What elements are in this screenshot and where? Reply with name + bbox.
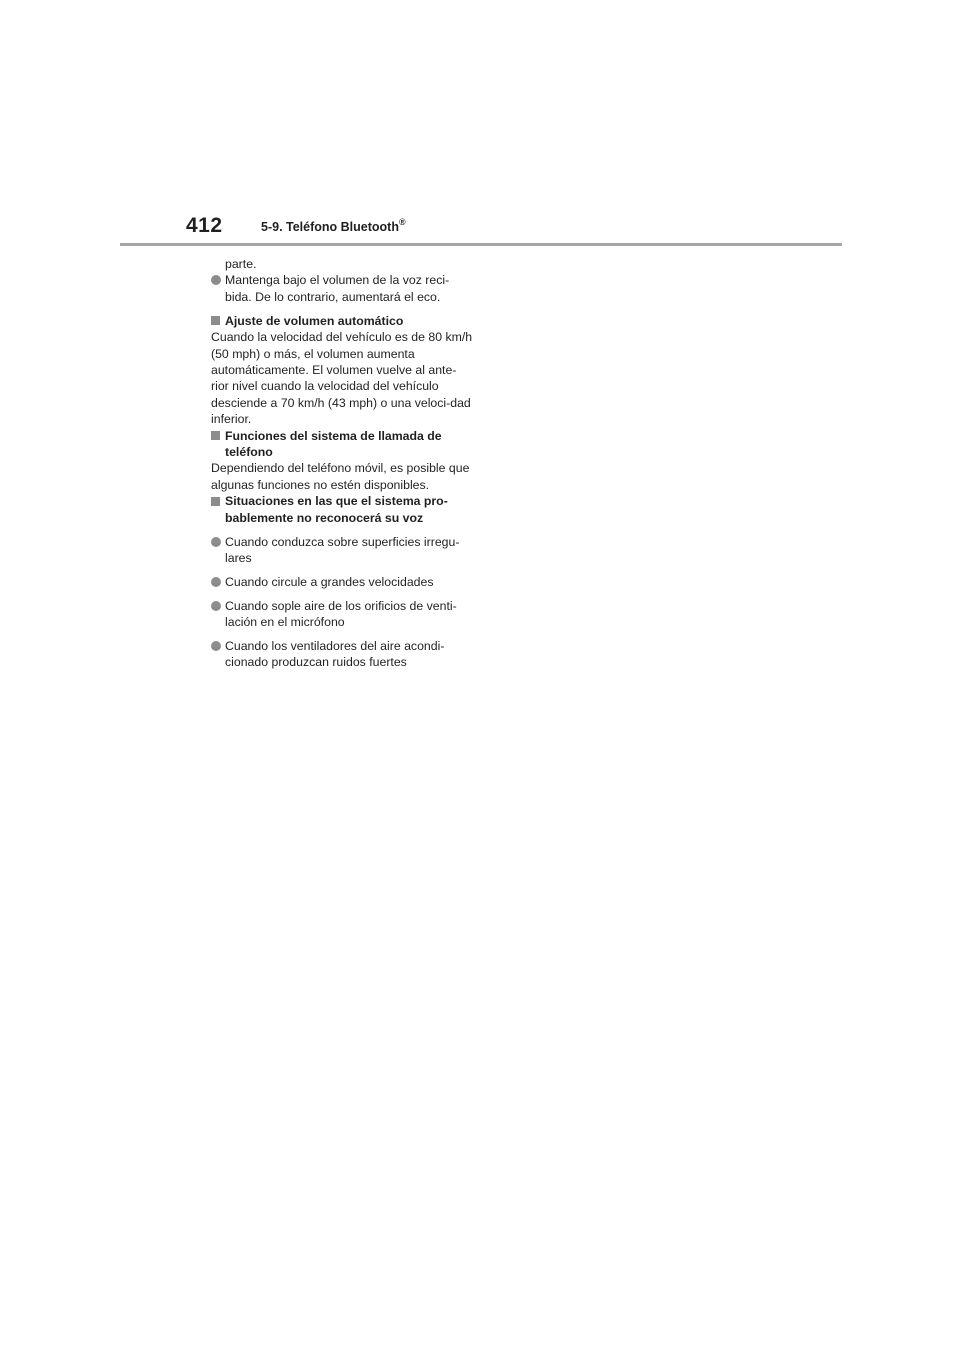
bullet-item [211,534,473,567]
bullet-item [211,272,473,305]
section-heading [211,313,473,329]
square-bullet-icon [211,316,220,325]
bullet-circle-icon [211,601,221,611]
section-heading [211,493,473,526]
bullet-circle-icon [211,537,221,547]
registered-mark: ® [398,217,406,227]
section-body: Cuando la velocidad del vehículo es de 80 km/h (50 mph) o más, el volumen aumenta automáticamente. El volumen vuelve al ante-rior nivel cuando la velocidad del vehículo desciende a 70 km/h (43 mph) o una veloci-dad inferior. [211,330,473,427]
section-heading [211,428,473,461]
heading-text: Ajuste de volumen automático [225,313,404,328]
bullet-text: Mantenga bajo el volumen de la voz reci-bida. De lo contrario, aumentará el eco. [225,273,450,304]
bullet-item [211,638,473,671]
content-column [211,256,473,678]
bullet-item [211,574,473,590]
bullet-text: Cuando conduzca sobre superficies irregu-lares [225,534,460,565]
continuation-text: parte. [225,257,257,271]
bullet-text: Cuando sople aire de los orificios de venti-lación en el micrófono [225,598,457,630]
bullet-text: Cuando circule a grandes velocidades [225,574,434,589]
section-title [261,219,406,235]
heading-text: Funciones del sistema de llamada de teléfono [225,428,442,459]
bullet-text: Cuando los ventiladores del aire acondi-cionado produzcan ruidos fuertes [225,639,445,670]
page-number: 412 [186,214,223,237]
section-title-text: 5-9. Teléfono Bluetooth [261,220,399,234]
bullet-circle-icon [211,275,221,285]
heading-text: Situaciones en las que el sistema pro-bablemente no reconocerá su voz [225,494,448,525]
bullet-item [211,598,473,631]
bullet-circle-icon [211,577,221,587]
section-body: Dependiendo del teléfono móvil, es posible que algunas funciones no estén disponibles. [211,461,470,492]
square-bullet-icon [211,431,220,440]
bullet-circle-icon [211,641,221,651]
square-bullet-icon [211,497,220,506]
header-rule [120,243,842,246]
